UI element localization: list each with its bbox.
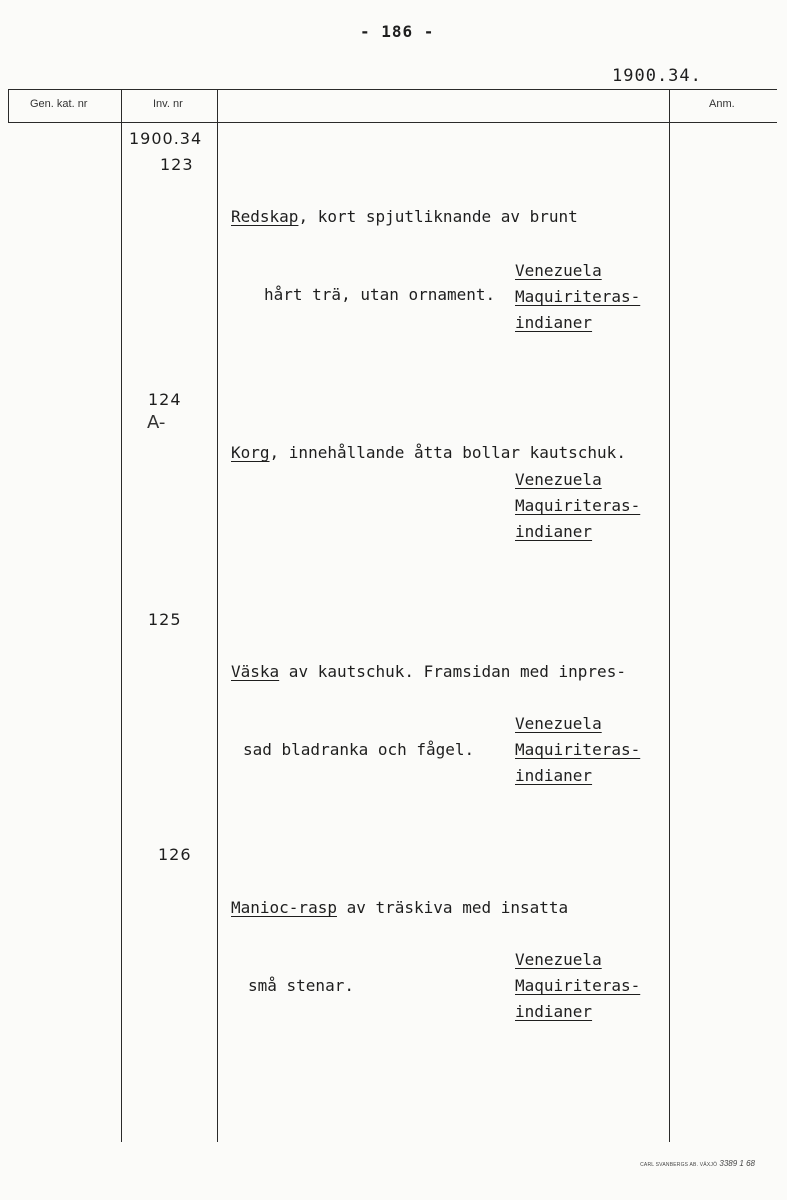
entry-text: , innehållande åtta bollar kautschuk. [269, 443, 626, 462]
table-top-rule [8, 89, 777, 90]
provenance-group: Maquiriteras- [515, 287, 641, 306]
provenance-group: Maquiriteras- [515, 976, 641, 995]
provenance-group: Maquiriteras- [515, 496, 641, 515]
printer-code: 3389 [719, 1159, 738, 1168]
entry-text: av träskiva med insatta [336, 898, 569, 917]
header-inv: Inv. nr [153, 98, 183, 110]
column-divider-2 [217, 89, 218, 1142]
provenance-country: Venezuela [515, 261, 602, 280]
table-header-rule [8, 122, 777, 123]
provenance-country: Venezuela [515, 714, 602, 733]
inv-number: 126 [158, 845, 192, 864]
header-anm: Anm. [709, 98, 735, 110]
inv-number: 123 [160, 155, 194, 174]
entry-keyword: Väska [231, 662, 280, 681]
provenance-country: Venezuela [515, 950, 602, 969]
provenance [515, 258, 640, 336]
entry-text-cont: små stenar. [248, 976, 354, 995]
printer-name: CARL SVANBERGS AB. VÄXJÖ [640, 1162, 718, 1168]
entry-keyword: Redskap [231, 207, 299, 226]
entry-text-cont: sad bladranka och fågel. [243, 740, 475, 759]
inv-number: 125 [148, 610, 182, 629]
column-divider-1 [121, 89, 122, 1142]
printer-version: 1 68 [739, 1159, 755, 1168]
provenance [515, 711, 640, 789]
header-gen-kat: Gen. kat. nr [30, 98, 88, 110]
inv-number: 124 [148, 390, 182, 409]
entry-keyword: Manioc-rasp [231, 898, 337, 917]
provenance-group-cont: indianer [515, 766, 593, 785]
provenance [515, 467, 640, 545]
provenance [515, 947, 640, 1025]
provenance-group-cont: indianer [515, 1002, 593, 1021]
handwritten-note: A- [147, 412, 166, 433]
series-label: 1900.34 [129, 129, 203, 148]
entry-text: , kort spjutliknande av brunt [298, 207, 578, 226]
column-divider-3 [669, 89, 670, 1142]
provenance-group-cont: indianer [515, 522, 593, 541]
printer-imprint [640, 1159, 755, 1168]
entry-keyword: Korg [231, 443, 270, 462]
page-number: - 186 - [360, 22, 435, 41]
provenance-group-cont: indianer [515, 313, 593, 332]
left-edge-rule [8, 89, 9, 123]
header-year: 1900.34. [612, 66, 702, 86]
provenance-group: Maquiriteras- [515, 740, 641, 759]
entry-text: av kautschuk. Framsidan med inpres- [279, 662, 626, 681]
entry-text-cont: hårt trä, utan ornament. [264, 285, 496, 304]
provenance-country: Venezuela [515, 470, 602, 489]
